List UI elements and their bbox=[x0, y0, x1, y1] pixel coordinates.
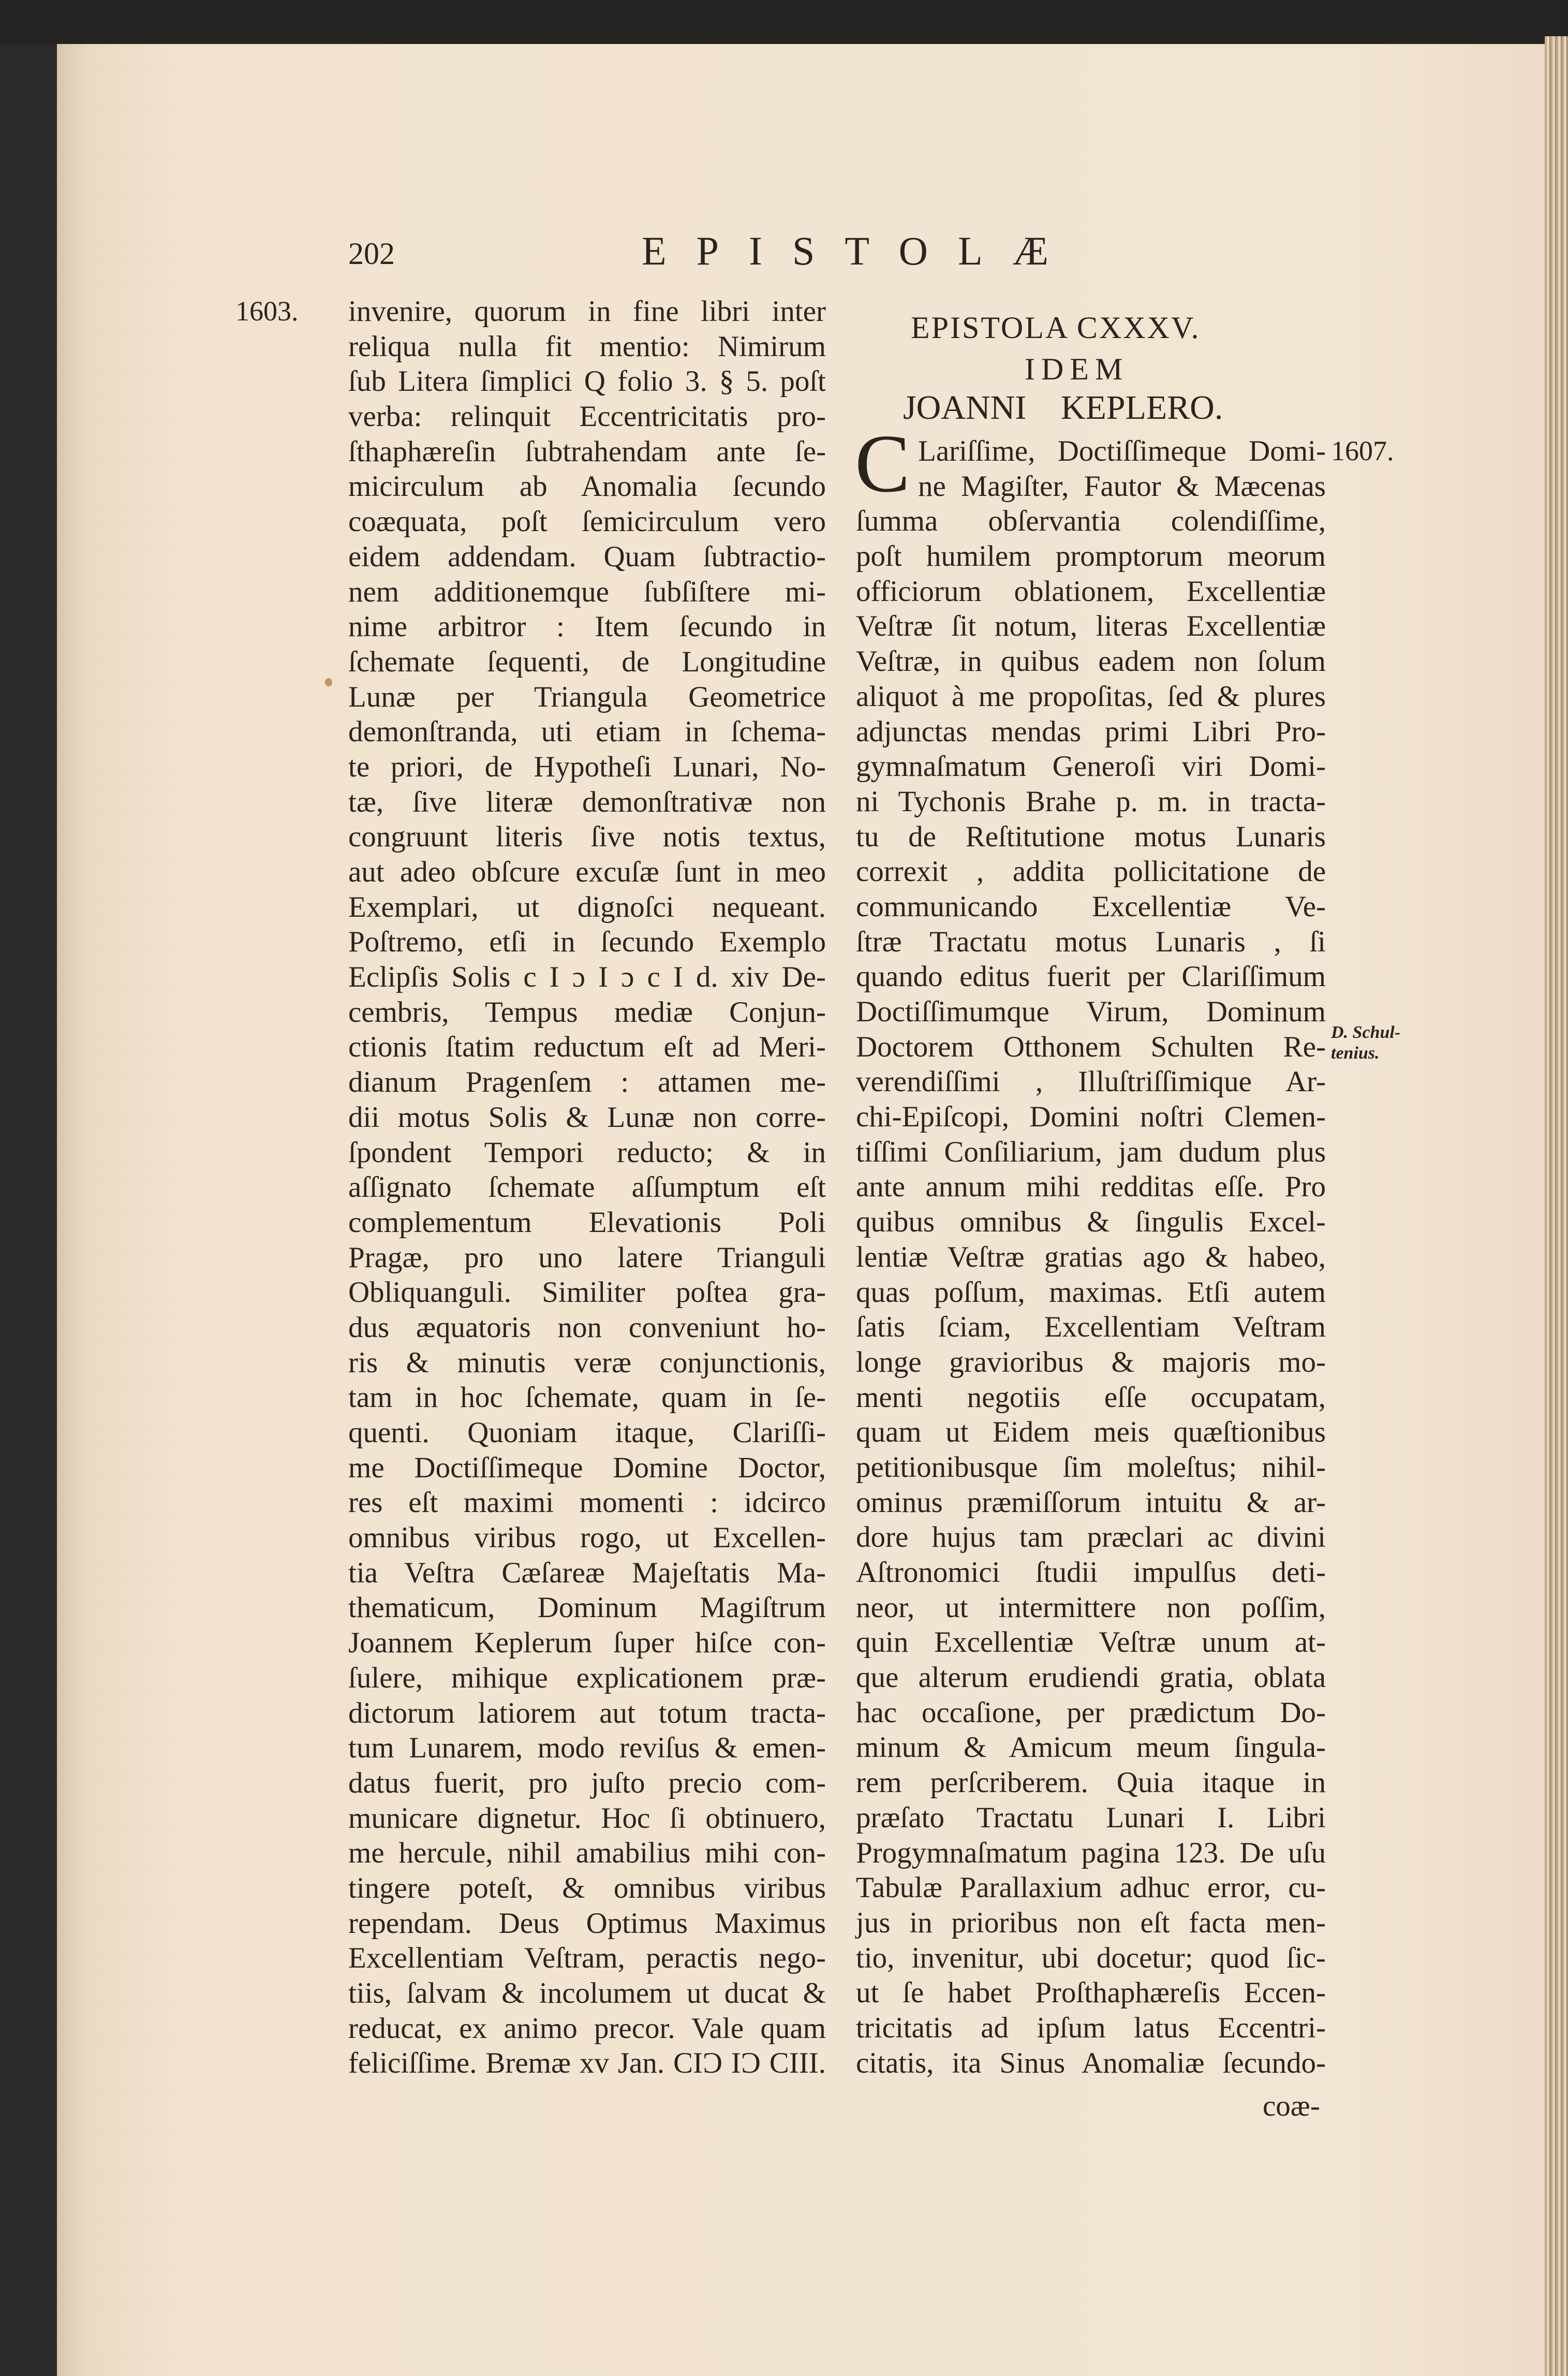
text-line: reducat, ex animo precor. Vale quam bbox=[348, 2012, 826, 2045]
text-line: reliqua nulla fit mentio: Nimirum bbox=[348, 330, 826, 363]
catchword: coæ- bbox=[1263, 2090, 1320, 2122]
text-line: datus fuerit, pro juſto precio com- bbox=[348, 1766, 826, 1799]
text-line: tingere poteſt, & omnibus viribus bbox=[348, 1871, 826, 1904]
text-line: congruunt literis ſive notis textus, bbox=[348, 820, 826, 854]
text-line: lentiæ Veſtræ gratias ago & habeo, bbox=[856, 1240, 1326, 1273]
text-line: Obliquanguli. Similiter poſtea gra- bbox=[348, 1276, 826, 1309]
text-line: adjunctas mendas primi Libri Pro- bbox=[856, 715, 1326, 748]
margin-note bbox=[1331, 1022, 1400, 1064]
text-line: petitionibusque ſim moleſtus; nihil- bbox=[856, 1450, 1326, 1484]
page-edges bbox=[1545, 36, 1568, 2376]
text-line: Lariſſime, Doctiſſimeque Domi- bbox=[918, 435, 1326, 467]
drop-cap: C bbox=[855, 417, 910, 509]
text-line: longe gravioribus & majoris mo- bbox=[856, 1345, 1326, 1378]
text-line: feliciſſime. Bremæ xv Jan. CIƆ IƆ CIII. bbox=[348, 2047, 826, 2080]
text-line: ſthaphæreſin ſubtrahendam ante ſe- bbox=[348, 435, 826, 468]
text-line: verba: relinquit Eccentricitatis pro- bbox=[348, 400, 826, 433]
text-line: ſtræ Tractatu motus Lunaris , ſi bbox=[856, 925, 1326, 958]
text-line: dore hujus tam præclari ac divini bbox=[856, 1521, 1326, 1554]
text-line: me Doctiſſimeque Domine Doctor, bbox=[348, 1451, 826, 1484]
text-line: demonſtranda, uti etiam in ſchema- bbox=[348, 715, 826, 749]
scan-background-top bbox=[0, 0, 1568, 44]
text-line: tum Lunarem, modo reviſus & emen- bbox=[348, 1732, 826, 1765]
text-line: menti negotiis eſſe occupatam, bbox=[856, 1381, 1326, 1414]
text-line: complementum Elevationis Poli bbox=[348, 1206, 826, 1239]
text-line: municare dignetur. Hoc ſi obtinuero, bbox=[348, 1801, 826, 1835]
text-line: Doctiſſimumque Virum, Dominum bbox=[856, 995, 1326, 1028]
text-line: thematicum, Dominum Magiſtrum bbox=[348, 1591, 826, 1624]
text-line: ſub Litera ſimplici Q folio 3. § 5. poſt bbox=[348, 365, 826, 398]
text-line: chi-Epiſcopi, Domini noſtri Clemen- bbox=[856, 1101, 1326, 1134]
text-line: dii motus Solis & Lunæ non corre- bbox=[348, 1101, 826, 1134]
text-line: Joannem Keplerum ſuper hiſce con- bbox=[348, 1626, 826, 1660]
text-line: jus in prioribus non eſt facta men- bbox=[856, 1906, 1326, 1939]
text-line: quam ut Eidem meis quæſtionibus bbox=[856, 1416, 1326, 1449]
text-line: nime arbitror : Item ſecundo in bbox=[348, 610, 826, 643]
text-line: præſato Tractatu Lunari I. Libri bbox=[856, 1801, 1326, 1834]
text-line: gymnaſmatum Generoſi viri Domi- bbox=[856, 750, 1326, 783]
text-line: dictorum latiorem aut totum tracta- bbox=[348, 1696, 826, 1729]
text-line: verendiſſimi , Illuſtriſſimique Ar- bbox=[856, 1065, 1326, 1098]
text-line: ſatis ſciam, Excellentiam Veſtram bbox=[856, 1311, 1326, 1344]
text-line: ni Tychonis Brahe p. m. in tracta- bbox=[856, 785, 1326, 818]
text-line: cembris, Tempus mediæ Conjun- bbox=[348, 995, 826, 1029]
text-line: aſſignato ſchemate aſſumptum eſt bbox=[348, 1171, 826, 1204]
text-line: quin Excellentiæ Veſtræ unum at- bbox=[856, 1626, 1326, 1659]
running-title: EPISTOLÆ bbox=[642, 228, 1078, 273]
text-line: omnibus viribus rogo, ut Excellen- bbox=[348, 1521, 826, 1554]
text-line: coæquata, poſt ſemicirculum vero bbox=[348, 505, 826, 538]
text-line: ne Magiſter, Fautor & Mæcenas bbox=[918, 470, 1326, 503]
text-line: dianum Pragenſem : attamen me- bbox=[348, 1066, 826, 1099]
margin-note-line: D. Schul- bbox=[1331, 1023, 1401, 1042]
text-line: me hercule, nihil amabilius mihi con- bbox=[348, 1837, 826, 1870]
margin-year-right: 1607. bbox=[1331, 435, 1394, 466]
text-line: quibus omnibus & ſingulis Excel- bbox=[856, 1206, 1326, 1239]
text-line: Excellentiam Veſtram, peractis nego- bbox=[348, 1942, 826, 1975]
text-line: ſulere, mihique explicationem præ- bbox=[348, 1661, 826, 1694]
text-line: aut adeo obſcure excuſæ ſunt in meo bbox=[348, 856, 826, 888]
text-line: quenti. Quoniam itaque, Clariſſi- bbox=[348, 1416, 826, 1449]
text-line: minum & Amicum meum ſingula- bbox=[856, 1731, 1326, 1764]
text-line: ſumma obſervantia colendiſſime, bbox=[856, 505, 1326, 538]
letter-number-heading: EPISTOLA CXXXV. bbox=[911, 311, 1201, 345]
text-line: ante annum mihi redditas eſſe. Pro bbox=[856, 1170, 1326, 1204]
text-line: neor, ut intermittere non poſſim, bbox=[856, 1591, 1326, 1624]
text-line: res eſt maximi momenti : idcirco bbox=[348, 1486, 826, 1519]
text-line: Aſtronomici ſtudii impulſus deti- bbox=[856, 1556, 1326, 1589]
text-line: officiorum oblationem, Excellentiæ bbox=[856, 575, 1326, 608]
text-line: Tabulæ Parallaxium adhuc error, cu- bbox=[856, 1871, 1326, 1904]
text-line: ut ſe habet Proſthaphæreſis Eccen- bbox=[856, 1976, 1326, 2010]
text-line: Veſtræ ſit notum, literas Excellentiæ bbox=[856, 610, 1326, 643]
text-line: Exemplari, ut dignoſci nequeant. bbox=[348, 890, 826, 923]
page-number: 202 bbox=[348, 237, 395, 271]
text-line: dus æquatoris non conveniunt ho- bbox=[348, 1311, 826, 1344]
sender-heading: IDEM bbox=[1025, 352, 1129, 386]
text-line: tu de Reſtitutione motus Lunaris bbox=[856, 820, 1326, 853]
text-line: ris & minutis veræ conjunctionis, bbox=[348, 1346, 826, 1379]
text-line: correxit , addita pollicitatione de bbox=[856, 855, 1326, 888]
text-line: poſt humilem promptorum meorum bbox=[856, 540, 1326, 573]
text-line: tiſſimi Conſiliarium, jam dudum plus bbox=[856, 1135, 1326, 1168]
text-line: ſchemate ſequenti, de Longitudine bbox=[348, 645, 826, 678]
text-line: invenire, quorum in fine libri inter bbox=[348, 295, 826, 328]
text-line: te priori, de Hypotheſi Lunari, No- bbox=[348, 750, 826, 783]
text-line: aliquot à me propoſitas, ſed & plures bbox=[856, 680, 1326, 713]
addressee-heading: JOANNI KEPLERO. bbox=[903, 389, 1223, 427]
text-line: tiis, ſalvam & incolumem ut ducat & bbox=[348, 1977, 826, 2010]
text-line: ctionis ſtatim reductum eſt ad Meri- bbox=[348, 1031, 826, 1064]
text-line: communicando Excellentiæ Ve- bbox=[856, 890, 1326, 923]
text-line: micirculum ab Anomalia ſecundo bbox=[348, 470, 826, 503]
text-line: nem additionemque ſubſiſtere mi- bbox=[348, 575, 826, 608]
text-line: tæ, ſive literæ demonſtrativæ non bbox=[348, 785, 826, 818]
text-line: hac occaſione, per prædictum Do- bbox=[856, 1696, 1326, 1729]
text-line: citatis, ita Sinus Anomaliæ ſecundo- bbox=[856, 2046, 1326, 2079]
text-line: rem perſcriberem. Quia itaque in bbox=[856, 1766, 1326, 1799]
text-line: Eclipſis Solis c I ɔ I ɔ c I d. xiv De- bbox=[348, 961, 826, 994]
text-line: eidem addendam. Quam ſubtractio- bbox=[348, 540, 826, 573]
text-line: Lunæ per Triangula Geometrice bbox=[348, 680, 826, 713]
left-text-column bbox=[348, 294, 826, 2081]
text-line: Doctorem Otthonem Schulten Re- bbox=[856, 1030, 1326, 1063]
text-line: rependam. Deus Optimus Maximus bbox=[348, 1906, 826, 1940]
right-text-column bbox=[856, 434, 1326, 2080]
text-line: tricitatis ad ipſum latus Eccentri- bbox=[856, 2011, 1326, 2044]
text-line: tam in hoc ſchemate, quam in ſe- bbox=[348, 1381, 826, 1414]
margin-year-left: 1603. bbox=[235, 296, 299, 327]
text-line: ſpondent Tempori reducto; & in bbox=[348, 1136, 826, 1169]
text-line: Progymnaſmatum pagina 123. De uſu bbox=[856, 1836, 1326, 1869]
text-line: Poſtremo, etſi in ſecundo Exemplo bbox=[348, 926, 826, 959]
text-line: que alterum erudiendi gratia, oblata bbox=[856, 1661, 1326, 1694]
text-line: tia Veſtra Cæſareæ Majeſtatis Ma- bbox=[348, 1556, 826, 1589]
text-line: tio, invenitur, ubi docetur; quod ſic- bbox=[856, 1941, 1326, 1974]
margin-note-line: tenius. bbox=[1331, 1044, 1380, 1063]
text-line: quas poſſum, maximas. Etſi autem bbox=[856, 1275, 1326, 1309]
foxing-spot bbox=[325, 678, 332, 686]
text-line: quando editus fuerit per Clariſſimum bbox=[856, 960, 1326, 993]
text-line: Pragæ, pro uno latere Trianguli bbox=[348, 1241, 826, 1274]
text-line: ominus præmiſſorum intuitu & ar- bbox=[856, 1486, 1326, 1519]
text-line: Veſtræ, in quibus eadem non ſolum bbox=[856, 645, 1326, 678]
